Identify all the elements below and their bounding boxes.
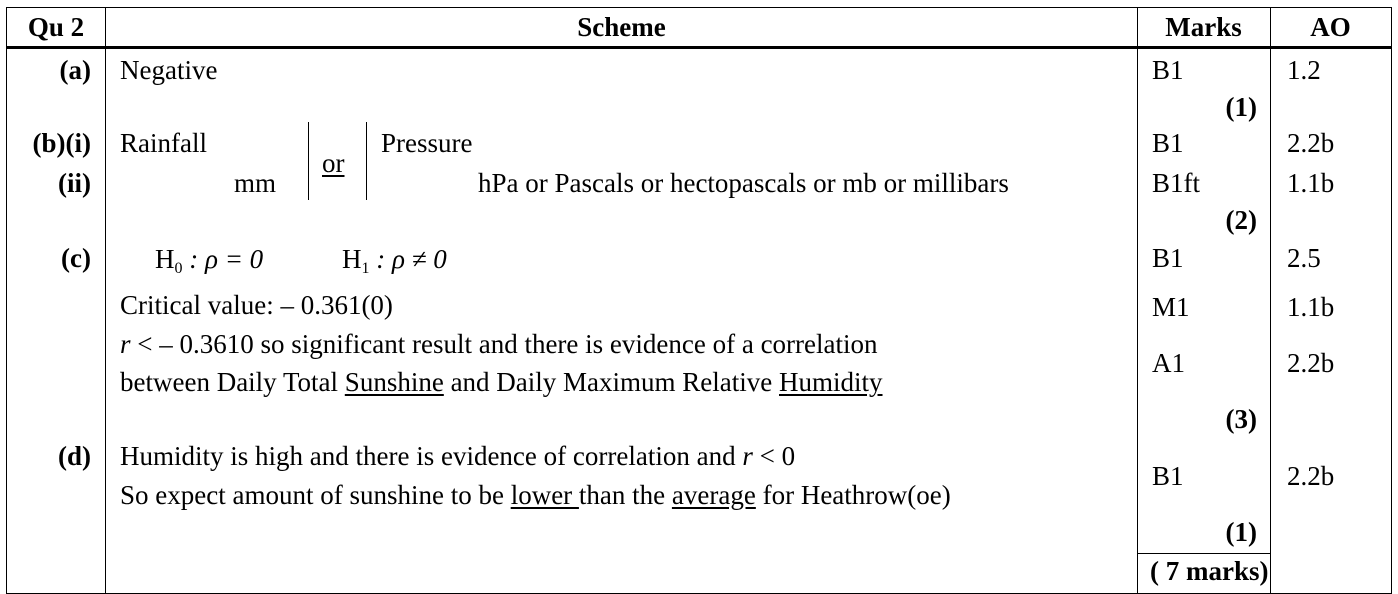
part-d-line-2: So expect amount of sunshine to be lower than the average for Heathrow(oe) <box>120 480 951 510</box>
part-c-ao-2: 1.1b <box>1287 292 1335 322</box>
or-right-bar <box>366 122 367 200</box>
part-c-total: (3) <box>1225 404 1257 434</box>
rainfall-units: mm <box>234 168 277 198</box>
critical-value: Critical value: – 0.361(0) <box>120 290 393 320</box>
part-c-mark-1: B1 <box>1152 243 1184 273</box>
conclusion-line-2: between Daily Total Sunshine and Daily Maximum Relative Humidity <box>120 367 883 397</box>
header-marks: Marks <box>1165 12 1242 42</box>
marks-column-divider <box>1270 7 1271 594</box>
part-c-ao-1: 2.5 <box>1287 243 1321 273</box>
part-d-ao: 2.2b <box>1287 461 1335 491</box>
part-a-ao: 1.2 <box>1287 55 1321 85</box>
header-qu: Qu 2 <box>27 12 85 42</box>
top-border <box>6 7 1392 8</box>
part-b-total: (2) <box>1225 205 1257 235</box>
part-a-mark: B1 <box>1152 55 1184 85</box>
part-c-mark-2: M1 <box>1152 292 1190 322</box>
header-divider <box>6 46 1392 49</box>
header-scheme: Scheme <box>577 12 666 42</box>
part-b-i-ao: 2.2b <box>1287 128 1335 158</box>
part-a-answer: Negative <box>120 55 218 85</box>
total-divider <box>1137 553 1270 554</box>
part-d-line-1: Humidity is high and there is evidence of correlation and r < 0 <box>120 441 796 471</box>
part-a-label: (a) <box>59 55 91 85</box>
conclusion-line-1: r < – 0.3610 so significant result and there is evidence of a correlation <box>120 329 878 359</box>
part-c-ao-3: 2.2b <box>1287 348 1335 378</box>
qu-column-divider <box>105 7 106 594</box>
rainfall-text: Rainfall <box>120 128 207 158</box>
part-b-i-mark: B1 <box>1152 128 1184 158</box>
part-b-ii-ao: 1.1b <box>1287 168 1335 198</box>
or-left-bar <box>308 122 309 200</box>
header-ao: AO <box>1310 12 1351 42</box>
alternative-hypothesis: $H_1$ : ρ ≠ 0 <box>342 244 447 277</box>
right-border <box>1391 7 1392 594</box>
part-c-mark-3: A1 <box>1152 348 1185 378</box>
part-d-label: (d) <box>58 441 91 471</box>
part-c-label: (c) <box>61 243 91 273</box>
grand-total: ( 7 marks) <box>1150 556 1269 586</box>
part-d-mark: B1 <box>1152 461 1184 491</box>
part-d-total: (1) <box>1225 517 1257 547</box>
pressure-units: hPa or Pascals or hectopascals or mb or millibars <box>478 168 1009 198</box>
or-text: or <box>322 148 345 178</box>
null-hypothesis: $H_0$ : ρ = 0 <box>155 244 264 277</box>
part-b-i-label: (b)(i) <box>32 128 91 158</box>
part-a-total: (1) <box>1225 92 1257 122</box>
part-b-ii-mark: B1ft <box>1152 168 1201 198</box>
left-border <box>6 7 7 594</box>
part-b-ii-label: (ii) <box>58 168 91 198</box>
pressure-text: Pressure <box>381 128 473 158</box>
